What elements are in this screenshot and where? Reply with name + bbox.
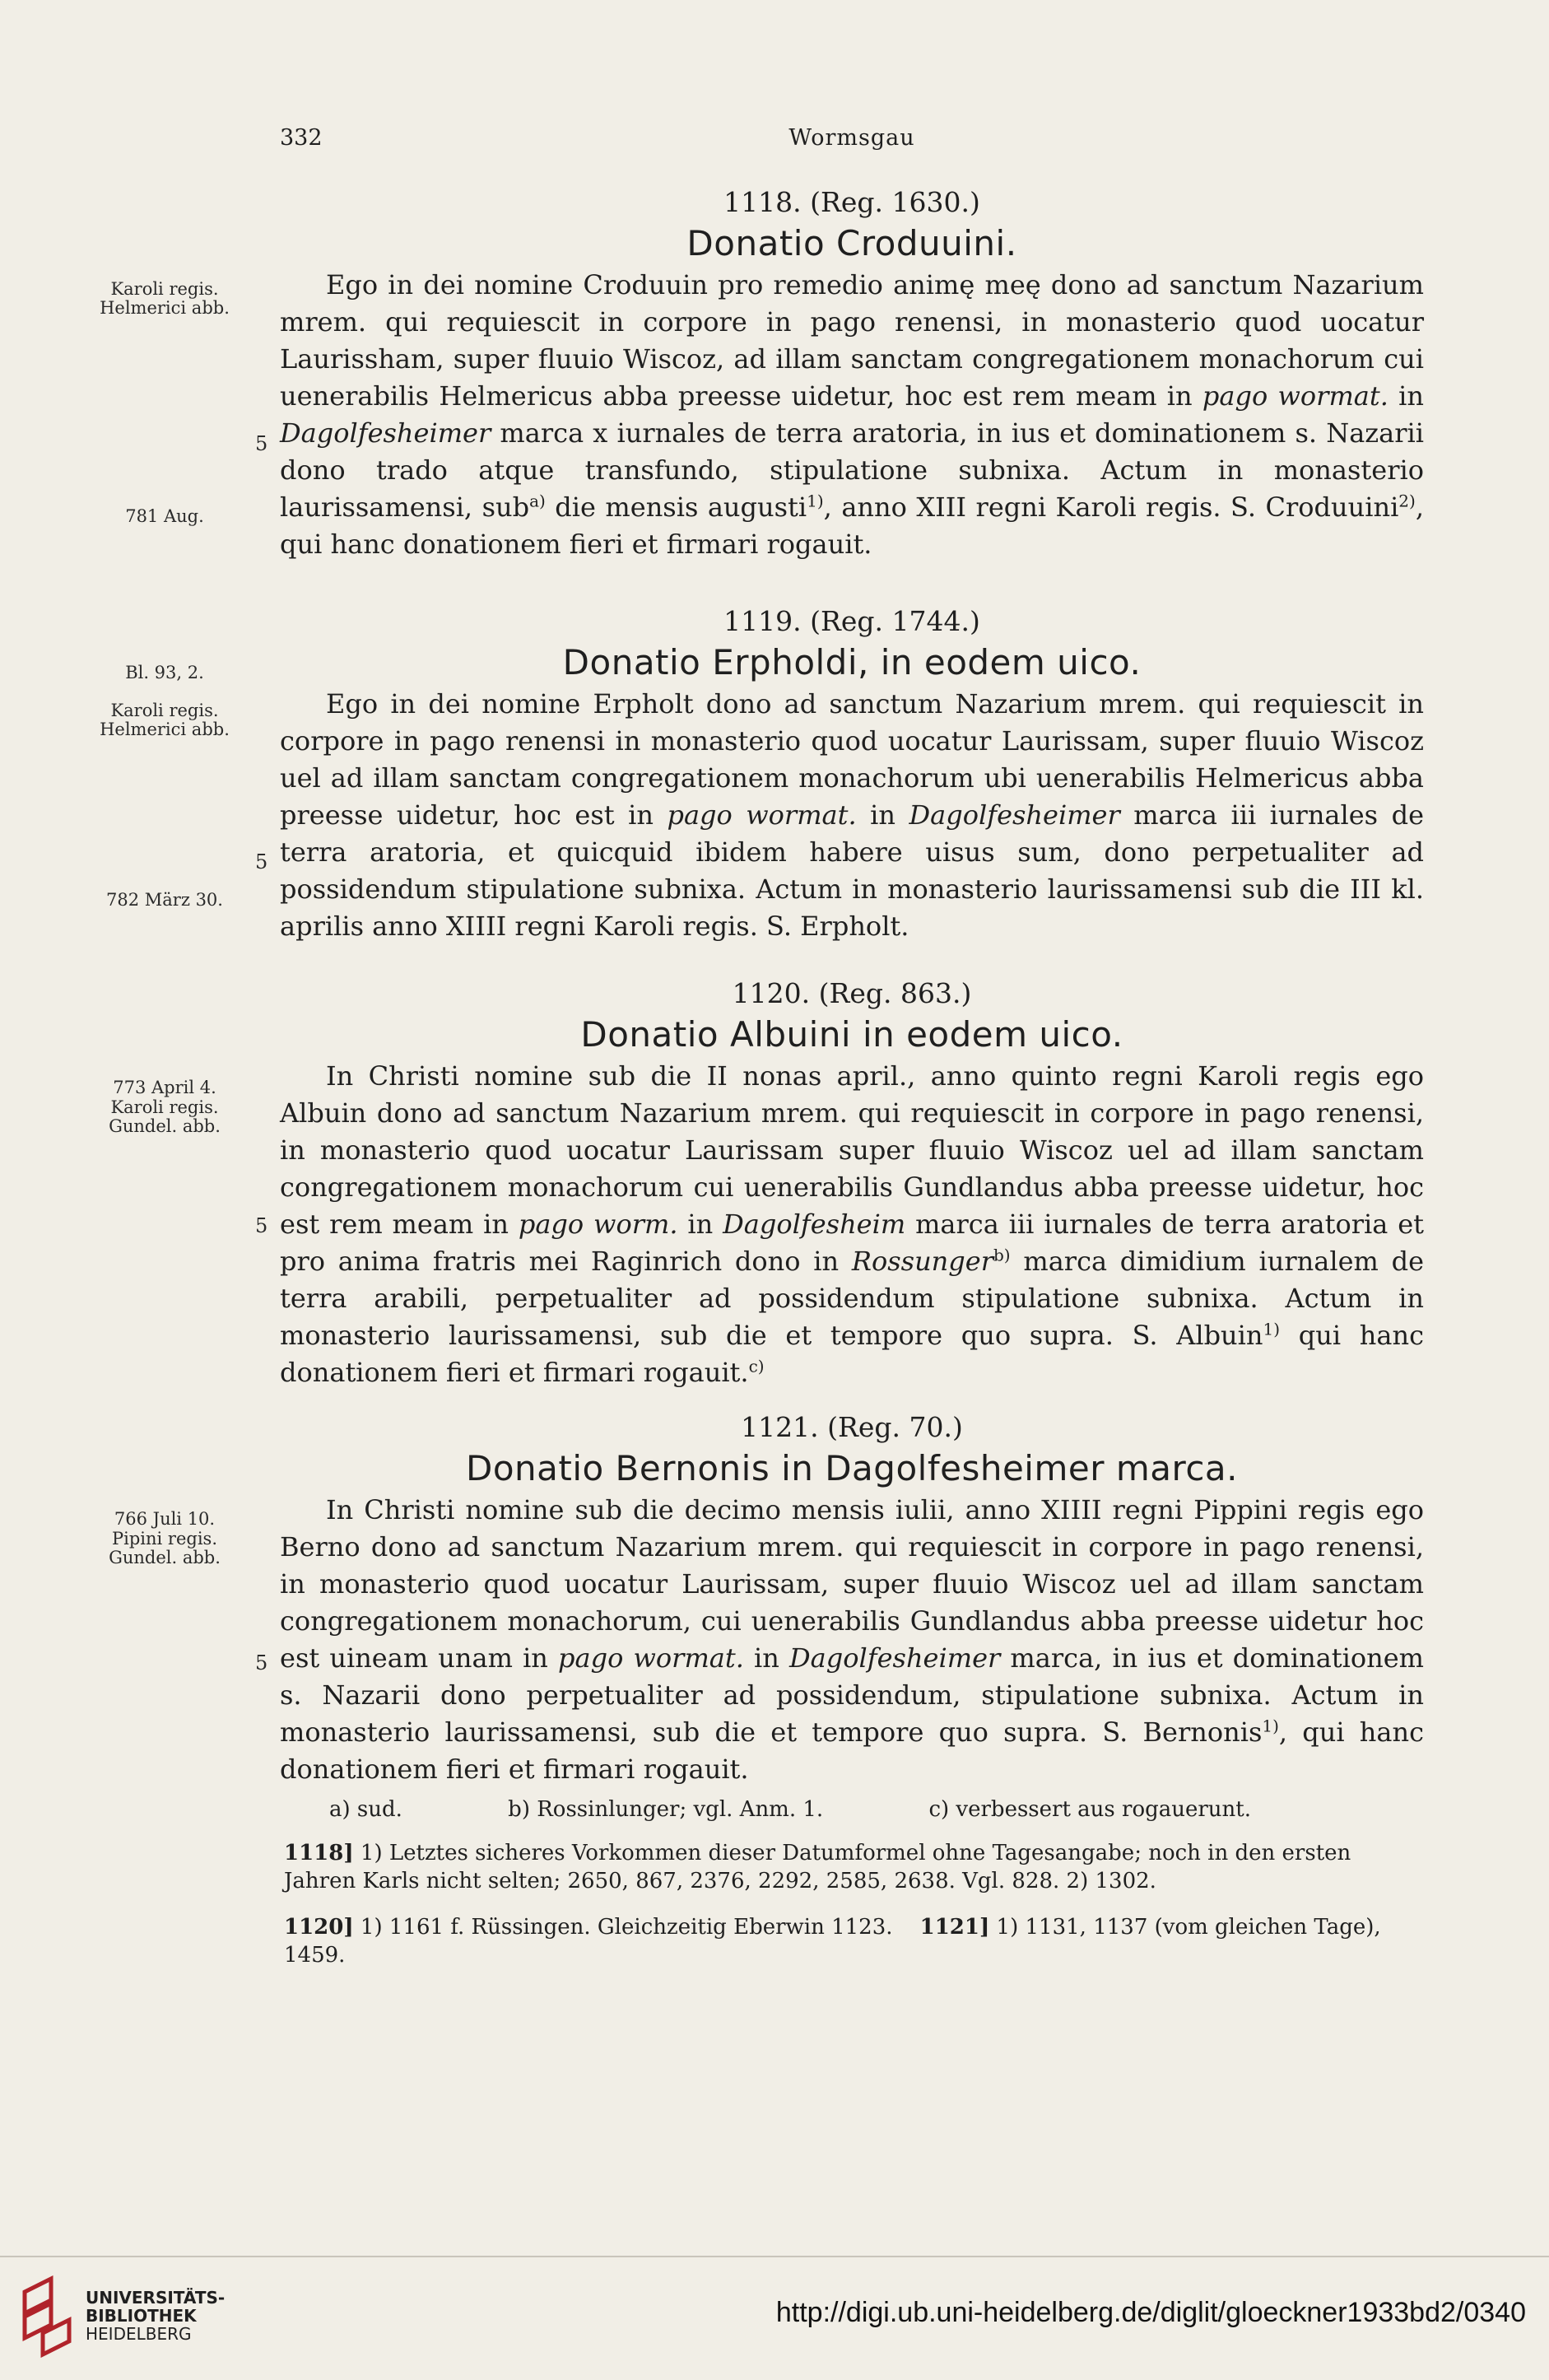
line-number: 5 <box>255 1651 268 1674</box>
footer-divider <box>0 2256 1549 2257</box>
margin-note: Pipini regis. Gundel. abb. <box>109 1529 221 1567</box>
entry-text: Ego in dei nomine Croduuin pro remedio animę meę dono ad sanctum Nazarium mrem. qui requiescit in corpore in pago renensi, in monasterio quod uocatur Laurissham, super fluuio Wiscoz, ad illam sanctam congregationem monachorum cui uenerabilis Helmericus abba preesse uidetur, hoc est rem meam in pago wormat. in Dagolfesheimer marca x iurnales de terra aratoria, in ius et dominationem s. Nazarii dono trado atque transfundo, stipulatione subnixa. Actum in monasterio laurissamensi, sub$^{a)}$ die mensis augusti$^{1)}$, anno XIII regni Karoli regis. S. Croduuini$^{2)}$, qui hanc donationem fieri et firmari rogauit. <box>280 269 1425 560</box>
entry-title: Donatio Bernonis in Dagolfesheimer marca. <box>465 1448 1239 1488</box>
charter-entry-1121 <box>280 1409 1424 1788</box>
margin-note: Bl. 93, 2. <box>125 663 204 682</box>
library-name: UNIVERSITÄTS- BIBLIOTHEK HEIDELBERG <box>86 2288 226 2344</box>
entry-text: In Christi nomine sub die II nonas april., anno quinto regni Karoli regis ego Albuin dono ad sanctum Nazarium mrem. qui requiescit in corpore in pago renensi, in monasterio quod uocatur Laurissam super fluuio Wiscoz uel ad illam sanctam congregationem monachorum cui uenerabilis Gundlandus abba preesse uidetur, hoc est rem meam in pago worm. in Dagolfesheim marca iii iurnales de terra aratoria et pro anima fratris mei Raginrich dono in Rossunger$^{b)}$ marca dimidium iurnalem de terra arabili, perpetualiter ad possidendum stipulatione subnixa. Actum in monasterio laurissamensi, sub die et tempore quo supra. S. Albuin$^{1)}$ qui hanc donationem fieri et firmari rogauit.$^{c)}$ <box>280 1060 1425 1388</box>
entry-title: Donatio Erpholdi, in eodem uico. <box>562 642 1142 682</box>
footnote-1120-1121: 1120] 1) 1161 f. Rüssingen. Gleichzeitig Eberwin 1123. 1121] 1) 1131, 1137 (vom gleichen Tage), 1459. <box>284 1915 1381 1968</box>
line-number: 5 <box>255 1214 268 1237</box>
critical-note: a) sud. <box>329 1797 402 1822</box>
charter-entry-1119 <box>280 603 1424 945</box>
charter-entry-1118 <box>280 184 1424 563</box>
permalink-url[interactable]: http://digi.ub.uni-heidelberg.de/diglit/gloeckner1933bd2/0340 <box>775 2297 1526 2328</box>
critical-note: c) verbessert aus rogauerunt. <box>928 1797 1252 1822</box>
entry-number: 1119. (Reg. 1744.) <box>723 605 980 637</box>
entry-text: Ego in dei nomine Erpholt dono ad sanctum Nazarium mrem. qui requiescit in corpore in pago renensi in monasterio quod uocatur Laurissam, super fluuio Wiscoz uel ad illam sanctam congregationem monachorum ubi uenerabilis Helmericus abba preesse uidetur, hoc est in pago wormat. in Dagolfesheimer marca iii iurnales de terra aratoria, et quicquid ibidem habere uisus sum, dono perpetualiter ad possidendum stipulatione subnixa. Actum in monasterio laurissamensi sub die III kl. aprilis anno XIIII regni Karoli regis. S. Erpholt. <box>280 688 1425 942</box>
entry-number: 1120. (Reg. 863.) <box>732 977 972 1009</box>
margin-note: 781 Aug. <box>125 506 204 526</box>
entry-title: Donatio Croduuini. <box>686 223 1017 263</box>
page-number: 332 <box>280 125 323 151</box>
line-number: 5 <box>255 850 268 873</box>
margin-note: 766 Juli 10. <box>114 1509 216 1529</box>
critical-note: b) Rossinlunger; vgl. Anm. 1. <box>508 1797 824 1822</box>
critical-apparatus <box>329 1797 1399 1822</box>
line-number: 5 <box>255 432 268 455</box>
entry-number: 1118. (Reg. 1630.) <box>723 186 980 218</box>
entry-number: 1121. (Reg. 70.) <box>741 1411 963 1443</box>
margin-note: 782 März 30. <box>106 890 223 910</box>
entry-title: Donatio Albuini in eodem uico. <box>580 1014 1123 1055</box>
library-logo-icon <box>18 2275 76 2358</box>
margin-note: Karoli regis. Helmerici abb. <box>100 279 230 318</box>
margin-note: 773 April 4. <box>113 1078 216 1097</box>
running-title: Wormsgau <box>788 125 915 151</box>
entry-text: In Christi nomine sub die decimo mensis iulii, anno XIIII regni Pippini regis ego Berno dono ad sanctum Nazarium mrem. qui requiescit in corpore in pago renensi, in monasterio quod uocatur Laurissam, super fluuio Wiscoz uel ad illam sanctam congregationem monachorum, cui uenerabilis Gundlandus abba preesse uidetur hoc est uineam unam in pago wormat. in Dagolfesheimer marca, in ius et dominationem s. Nazarii dono perpetualiter ad possidendum, stipulatione subnixa. Actum in monasterio laurissamensi, sub die et tempore quo supra. S. Bernonis$^{1)}$, qui hanc donationem fieri et firmari rogauit. <box>280 1494 1425 1785</box>
footnote-1118: 1118] 1) Letztes sicheres Vorkommen dieser Datumformel ohne Tagesangabe; noch in den ersten Jahren Karls nicht selten; 2650, 867, 2376, 2292, 2585, 2638. Vgl. 828. 2) 1302. <box>284 1841 1351 1893</box>
margin-note: Karoli regis. Gundel. abb. <box>109 1097 221 1136</box>
margin-note: Karoli regis. Helmerici abb. <box>100 701 230 739</box>
charter-entry-1120 <box>280 976 1424 1391</box>
